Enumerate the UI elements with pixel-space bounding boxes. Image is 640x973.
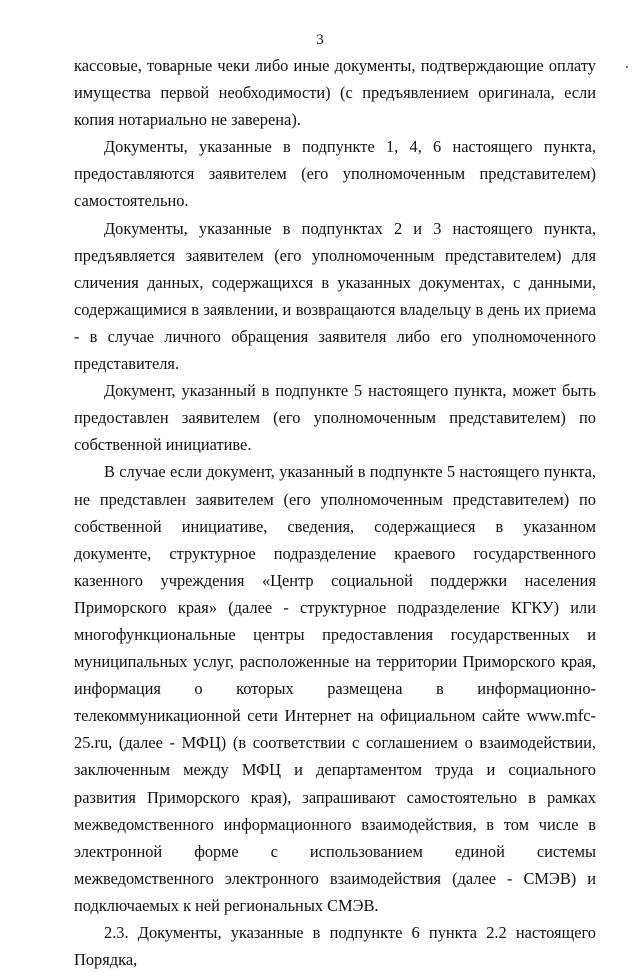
paragraph-continuation: кассовые, товарные чеки либо иные документы, подтверждающие оплату имущества первой необходимости) (с предъявлением оригинала, если копия нотариально не заверена). — [74, 56, 596, 130]
scan-artifact — [626, 66, 628, 68]
paragraph-documents-self-provided: Документы, указанные в подпункте 1, 4, 6 настоящего пункта, предоставляются заявителем (его уполномоченным представителем) самостоятельно. — [74, 137, 596, 211]
paragraph-section-2-3: 2.3. Документы, указанные в подпункте 6 пункта 2.2 настоящего Порядка, — [74, 923, 596, 970]
paragraph-document-own-initiative: Документ, указанный в подпункте 5 настоящего пункта, может быть предоставлен заявителем (его уполномоченным представителем) по собственной инициативе. — [74, 381, 596, 455]
paragraph-documents-presented: Документы, указанные в подпунктах 2 и 3 настоящего пункта, предъявляется заявителем (его уполномоченным представителем) для сличения данных, содержащихся в указанных документах, с данными, содержащимися в заявлении, и возвращаются владельцу в день их приема - в случае личного обращения заявителя либо его уполномоченного представителя. — [74, 218, 596, 374]
page-number: 3 — [316, 32, 324, 48]
paragraph-interagency-request: В случае если документ, указанный в подпункте 5 настоящего пункта, не представлен заявителем (его уполномоченным представителем) по собственной инициативе, сведения, содержащиеся в указанном документе, структурное подразделение краевого государственного казенного учреждения «Центр социальной поддержки населения Приморского края» (далее - структурное подразделение КГКУ) или многофункциональные центры предоставления государственных и муниципальных услуг, расположенные на территории Приморского края, информация о которых размещена в информационно-телекоммуникационной сети Интернет на официальном сайте www.mfc-25.ru, (далее - МФЦ) (в соответствии с соглашением о взаимодействии, заключенным между МФЦ и департаментом труда и социального развития Приморского края), запрашивают самостоятельно в рамках межведомственного информационного взаимодействия, в том числе в электронной форме с использованием единой системы межведомственного электронного взаимодействия (далее - СМЭВ) и подключаемых к ней региональных СМЭВ. — [74, 462, 596, 915]
document-body — [74, 52, 596, 973]
